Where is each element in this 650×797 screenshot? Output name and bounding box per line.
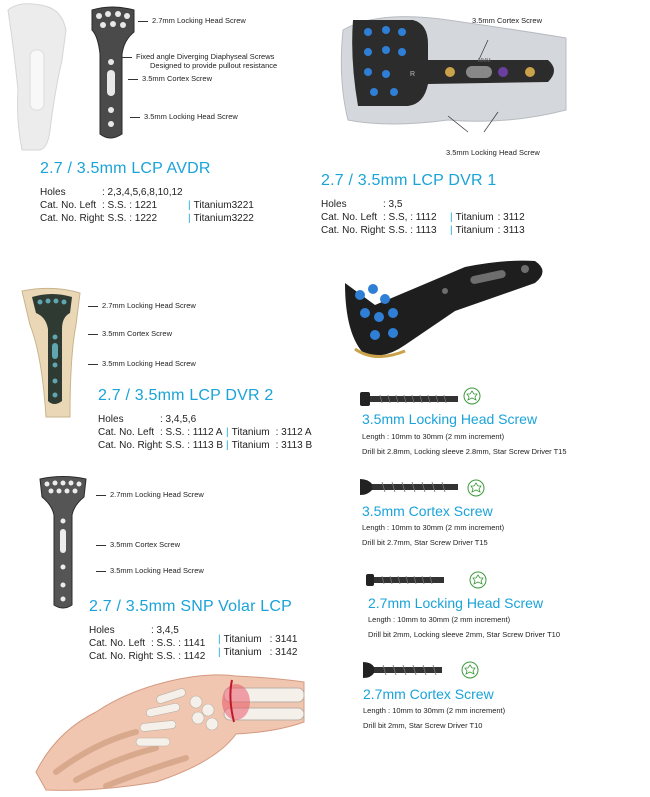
- radius-bone-illustration: [0, 0, 80, 150]
- screw-4-title: 2.7mm Cortex Screw: [363, 686, 494, 702]
- hand-wrist-illustration: [36, 662, 306, 792]
- screw-3-drill: Drill bit 2mm, Locking sleeve 2mm, Star Screw Driver T10: [368, 630, 560, 639]
- screw-2-star-head-icon: [466, 478, 486, 498]
- screw-2-illustration: [360, 476, 460, 498]
- screw-2-drill: Drill bit 2.7mm, Star Screw Driver T15: [362, 538, 488, 547]
- snp-callout-1: 2.7mm Locking Head Screw: [96, 490, 204, 499]
- screw-2-title: 3.5mm Cortex Screw: [362, 503, 493, 519]
- screw-2-length: Length : 10mm to 30mm (2 mm increment): [362, 523, 505, 532]
- snp-specs: Holes : 3,4,5 Cat. No. Left : S.S. : 1141 Cat. No. Right: S.S. : 1142: [89, 625, 206, 662]
- screw-4-drill: Drill bit 2mm, Star Screw Driver T10: [363, 721, 483, 730]
- screw-3-illustration: [366, 571, 446, 589]
- dvr2-callout-2: 3.5mm Cortex Screw: [88, 329, 172, 338]
- avdr-callout-3: Designed to provide pullout resistance: [150, 61, 278, 70]
- dvr2-title: 2.7 / 3.5mm LCP DVR 2: [98, 387, 274, 404]
- avdr-callout-4: 3.5mm Cortex Screw: [128, 74, 212, 83]
- dvr1-specs: Holes : 3,5 Cat. No. Left : S.S, : 1112 Cat. No. Right: S.S. : 1113: [321, 199, 437, 236]
- snp-plate: [38, 475, 88, 610]
- dvr1-titanium: | Titanium : 3112 | Titanium : 3113: [450, 212, 525, 236]
- screw-1-drill: Drill bit 2.8mm, Locking sleeve 2.8mm, Star Screw Driver T15: [362, 447, 567, 456]
- screw-1-length: Length : 10mm to 30mm (2 mm increment): [362, 432, 505, 441]
- dvr1-plate-mark-r: R: [410, 71, 416, 78]
- avdr-title: 2.7 / 3.5mm LCP AVDR: [40, 160, 211, 177]
- screw-1-title: 3.5mm Locking Head Screw: [362, 411, 538, 427]
- dvr1-callout-2: 3.5mm Locking Head Screw: [446, 148, 540, 157]
- screw-1-illustration: [360, 388, 460, 410]
- screw-4-illustration: [363, 660, 443, 680]
- dvr1-callout-1: 3.5mm Cortex Screw: [472, 16, 543, 25]
- screw-3-length: Length : 10mm to 30mm (2 mm increment): [368, 615, 511, 624]
- dvr2-specs: Holes : 3,4,5,6 Cat. No. Left : S.S. : 1112 A Cat. No. Right: S.S. : 1113 B: [98, 414, 223, 451]
- dvr2-titanium: | Titanium : 3112 A | Titanium : 3113 B: [226, 427, 313, 451]
- dvr2-callout-3: 3.5mm Locking Head Screw: [88, 359, 196, 368]
- avdr-specs: Holes : 2,3,4,5,6,8,10,12 Cat. No. Left : S.S. : 1221 Cat. No. Right: S.S. : 1222: [40, 187, 183, 224]
- screw-3-title: 2.7mm Locking Head Screw: [368, 595, 544, 611]
- snp-callout-2: 3.5mm Cortex Screw: [96, 540, 180, 549]
- snp-titanium: | Titanium : 3141 | Titanium : 3142: [218, 634, 298, 658]
- screw-1-star-head-icon: [462, 386, 482, 406]
- avdr-callout-1: 2.7mm Locking Head Screw: [138, 16, 246, 25]
- dvr1-title: 2.7 / 3.5mm LCP DVR 1: [321, 172, 497, 189]
- screw-4-star-head-icon: [460, 660, 480, 680]
- screw-4-length: Length : 10mm to 30mm (2 mm increment): [363, 706, 506, 715]
- dvr2-callout-1: 2.7mm Locking Head Screw: [88, 301, 196, 310]
- dvr1-plate-mark-mmm: MMM: [478, 58, 491, 64]
- avdr-callout-5: 3.5mm Locking Head Screw: [130, 112, 238, 121]
- dvr2-plate-on-bone: [18, 285, 88, 420]
- snp-callout-3: 3.5mm Locking Head Screw: [96, 566, 204, 575]
- snp-title: 2.7 / 3.5mm SNP Volar LCP: [89, 598, 293, 615]
- avdr-callout-2: Fixed angle Diverging Diaphyseal Screws: [122, 52, 274, 61]
- avdr-titanium: | Titanium3221 | Titanium3222: [188, 200, 254, 224]
- screw-3-star-head-icon: [468, 570, 488, 590]
- dvr2-plate-with-screws: [335, 255, 555, 365]
